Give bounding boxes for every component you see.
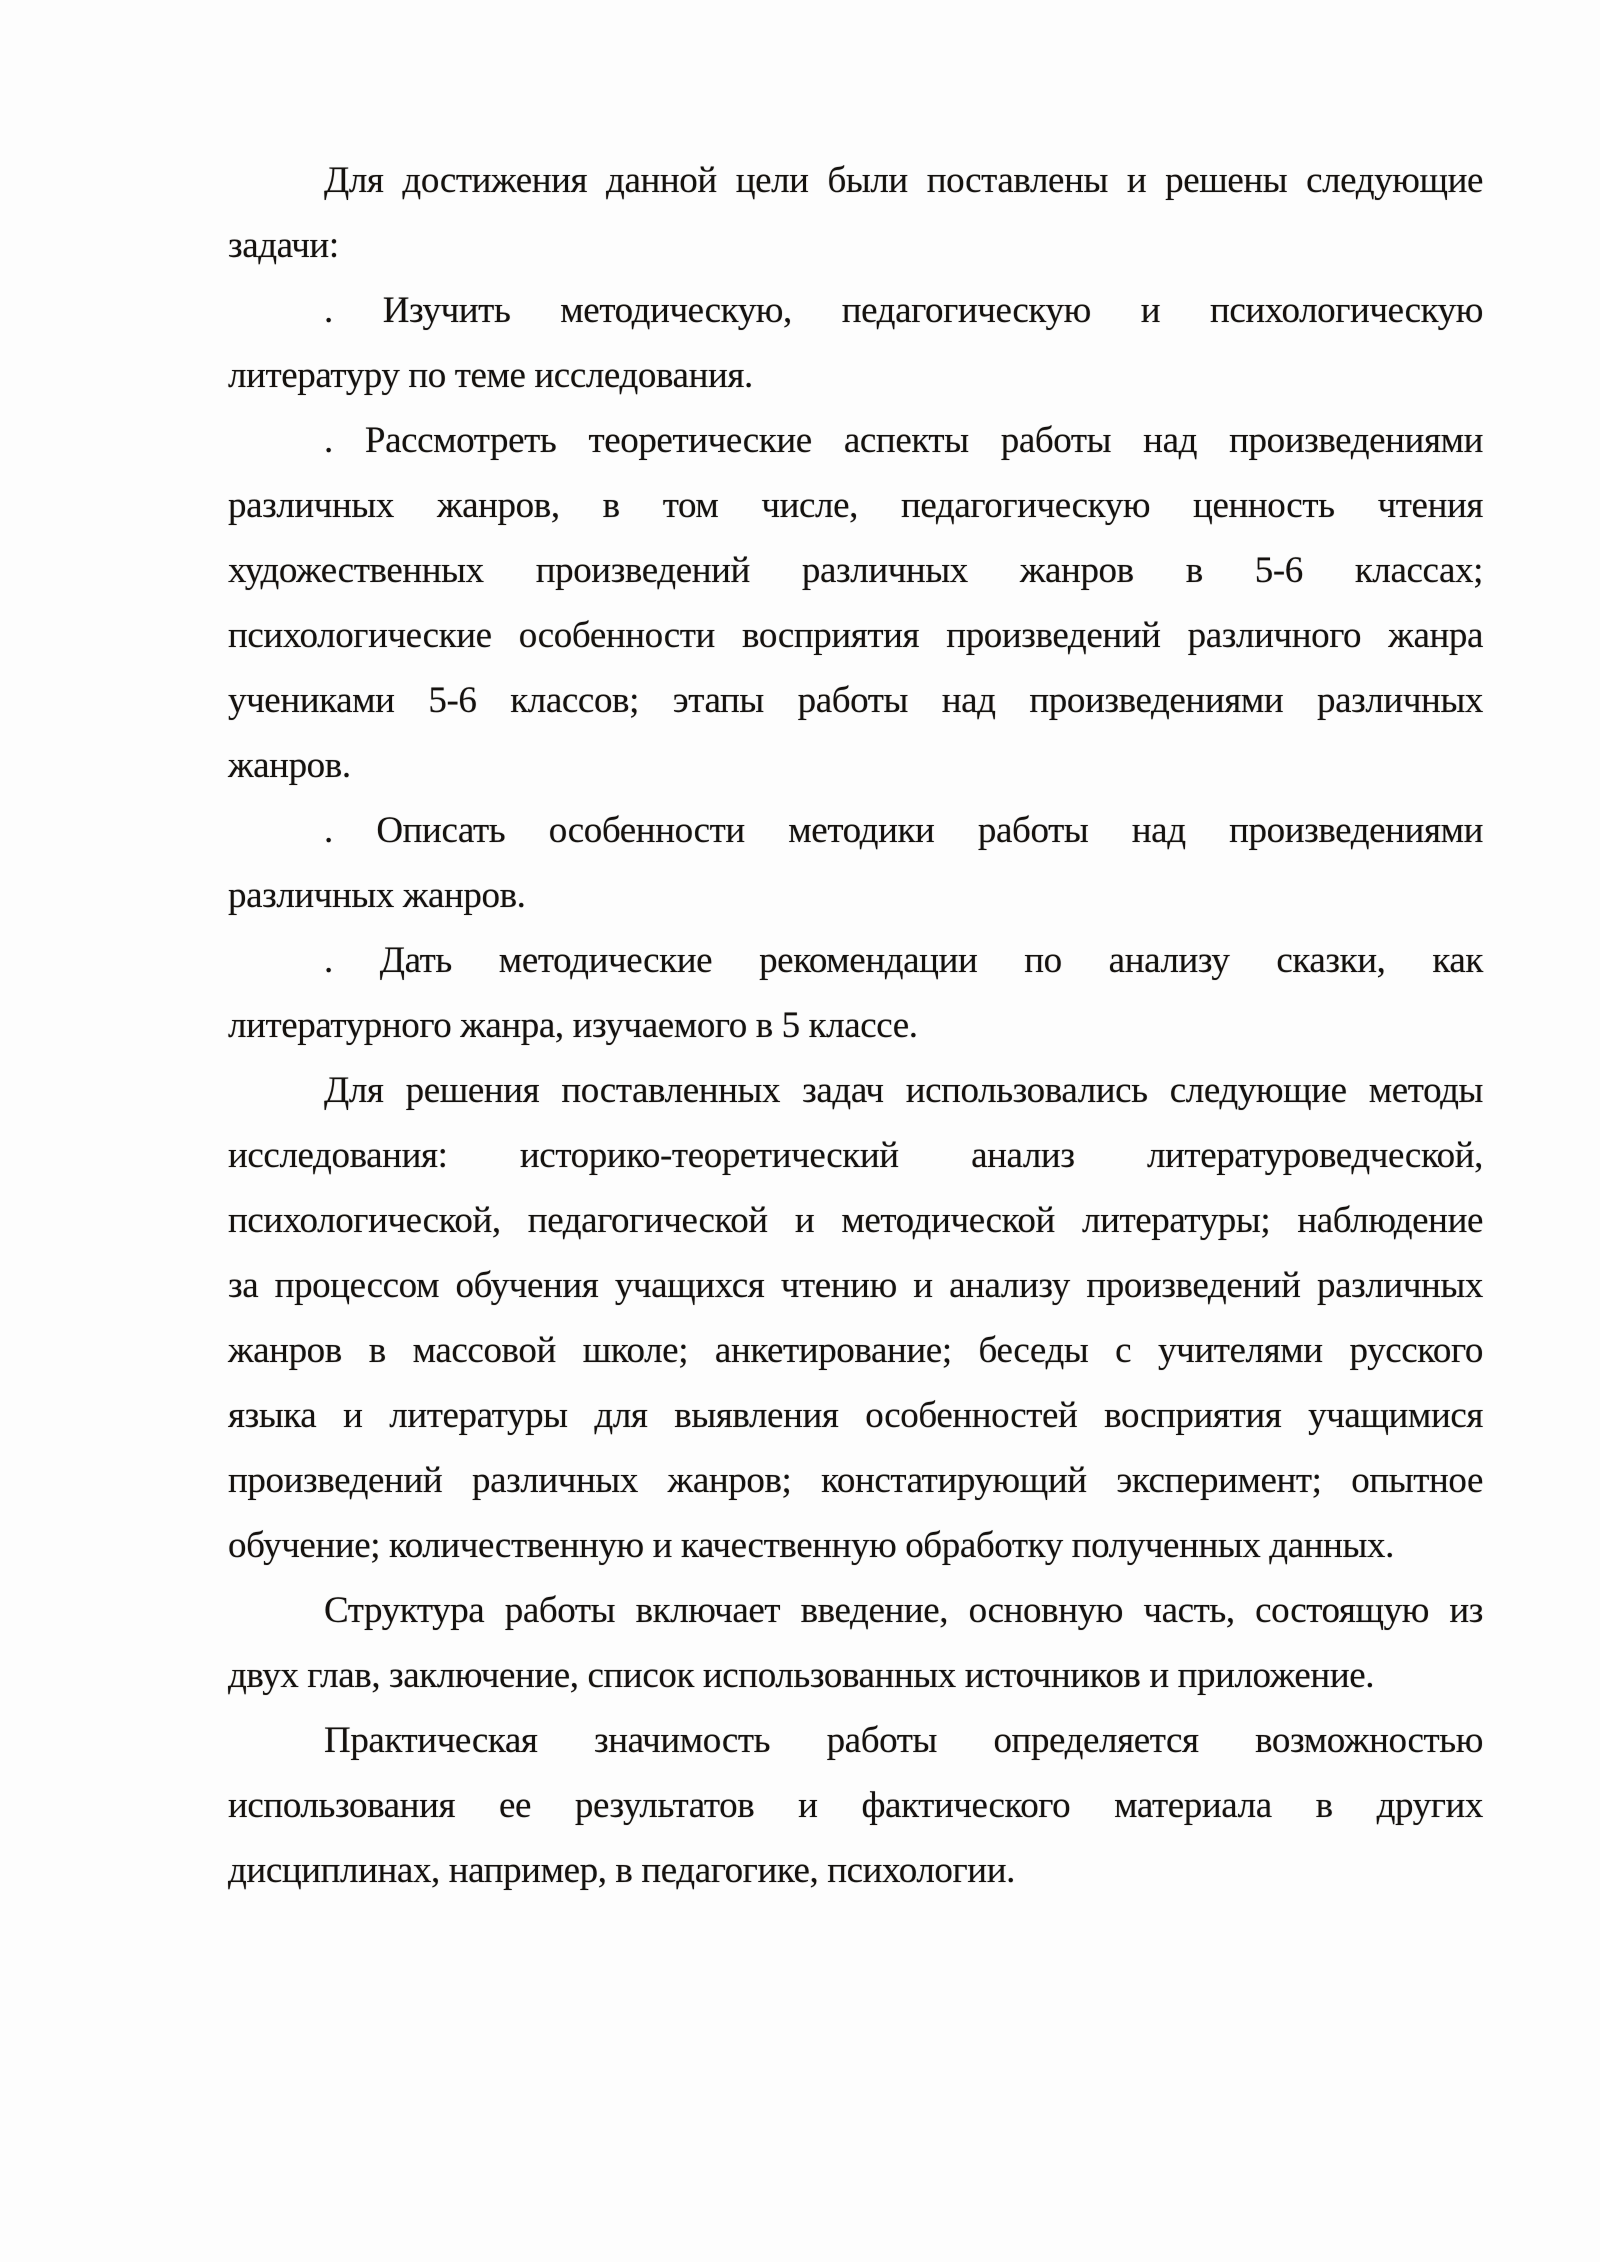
text-line: обучение; количественную и качественную обработку полученных данных. [228, 1525, 1394, 1566]
text-line: Для достижения данной цели были поставлены и решены следующие [324, 160, 1483, 201]
text-line: различных жанров. [228, 875, 526, 916]
text-line: литературу по теме исследования. [228, 355, 753, 396]
text-line: двух глав, заключение, список использованных источников и приложение. [228, 1655, 1375, 1696]
text-line: языка и литературы для выявления особенностей восприятия учащимися [228, 1395, 1483, 1436]
text-line: . Описать особенности методики работы над произведениями [324, 810, 1483, 851]
text-line: использования ее результатов и фактического материала в других [228, 1785, 1483, 1826]
text-line: . Дать методические рекомендации по анализу сказки, как [324, 940, 1483, 981]
text-line: художественных произведений различных жанров в 5-6 классах; [228, 550, 1483, 591]
text-line: задачи: [228, 225, 339, 266]
text-line: психологической, педагогической и методической литературы; наблюдение [228, 1200, 1483, 1241]
text-line: различных жанров, в том числе, педагогическую ценность чтения [228, 485, 1483, 526]
text-line: исследования: историко-теоретический анализ литературоведческой, [228, 1135, 1483, 1176]
text-line: . Изучить методическую, педагогическую и психологическую [324, 290, 1483, 331]
text-line: жанров. [228, 745, 351, 786]
text-line: Практическая значимость работы определяется возможностью [324, 1720, 1483, 1761]
text-line: . Рассмотреть теоретические аспекты работы над произведениями [324, 420, 1483, 461]
text-line: произведений различных жанров; констатирующий эксперимент; опытное [228, 1460, 1483, 1501]
text-line: Структура работы включает введение, основную часть, состоящую из [324, 1590, 1483, 1631]
text-line: литературного жанра, изучаемого в 5 классе. [228, 1005, 918, 1046]
text-line: жанров в массовой школе; анкетирование; беседы с учителями русского [228, 1330, 1483, 1371]
text-line: дисциплинах, например, в педагогике, психологии. [228, 1850, 1015, 1891]
page-text [228, 148, 1483, 1903]
text-line: Для решения поставленных задач использовались следующие методы [324, 1070, 1483, 1111]
text-line: психологические особенности восприятия произведений различного жанра [228, 615, 1483, 656]
text-line: учениками 5-6 классов; этапы работы над произведениями различных [228, 680, 1483, 721]
text-line: за процессом обучения учащихся чтению и анализу произведений различных [228, 1265, 1483, 1306]
